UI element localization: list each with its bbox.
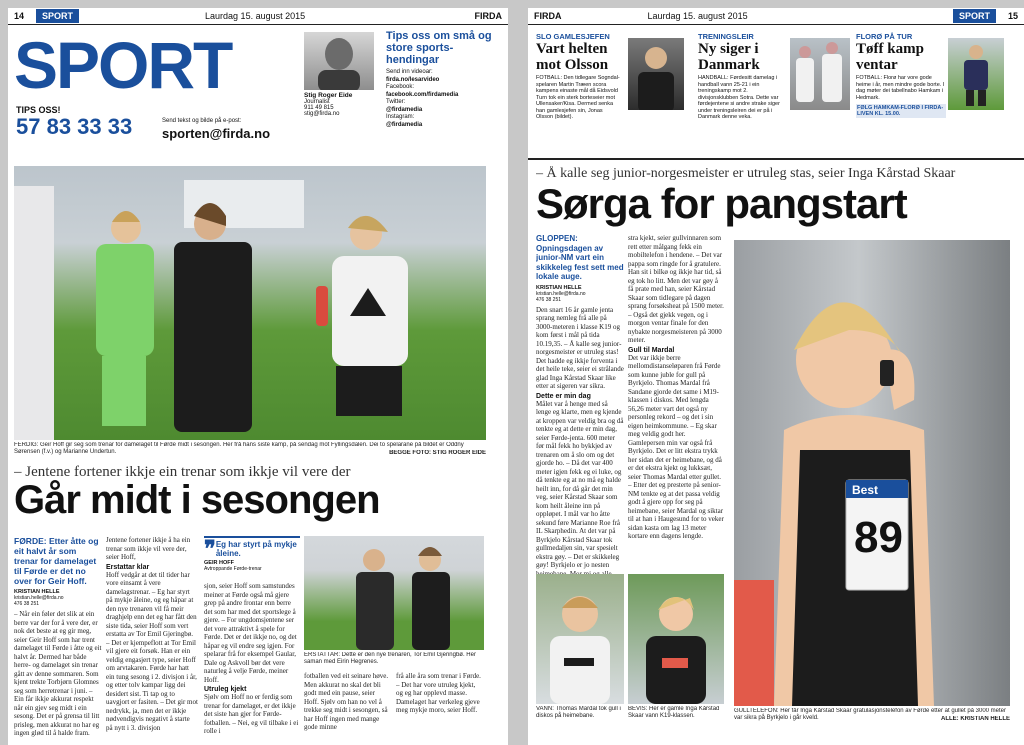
tips-box-line: firda.no/lesarvideo	[386, 76, 440, 83]
teaser-body: FOTBALL: Florø har vore gode heime i år, men mindre gode borte. I dag møter dei tabellnabo Hamkam i Hedmark.	[856, 75, 945, 101]
tips-box-line: Send inn videoar:	[386, 69, 433, 75]
football-player-icon	[948, 38, 1004, 110]
teaser-title: Tøff kamp ventar	[856, 41, 924, 73]
bib-sponsor: Best	[852, 483, 879, 497]
teaser-title: Vart helten mot Olsson	[536, 41, 609, 73]
article-col-2	[106, 536, 198, 745]
journalist-email: stig@firda.no	[304, 111, 340, 117]
byline: KRISTIAN HELLE	[14, 589, 60, 595]
journalist-role: Journalist	[304, 99, 330, 105]
tips-box-line: Twitter:	[386, 99, 406, 105]
col1b-text: Målet var å henge med så lenge eg klarte, men eg kjende at kroppen var veldig bra og då tenkte eg at dette er min dag, seier Førde-jenta. 600 meter før mål fekk ho bykkjed av trenaren om å slo om og det gjorde ho. – Då det var 400 meter igjen fekk eg ei luke, og då tenkte eg at no må eg halde heilt inn, for då går det min veg, seier Kårstad Skaar som kom heilt åleine inn på oppløpet. I mål var ho åtte sekund føre Marianne Roe frå IL Skarphedin. At det var på Byrkjelo Kårstad Skaar tok gullmedaljen sin, var spesielt ekstra gøy. – Det er skikkeleg gøy! Byrkjelo er jo nesten	[536, 399, 624, 569]
tips-box-line: @firdamedia	[386, 106, 423, 113]
byline-phone: 476 38 251	[536, 296, 562, 303]
tips-box-line: Instagram:	[386, 114, 415, 120]
vann-photo-caption: VANN: Thomas Mardal tok gull i diskos på heimebane.	[536, 706, 621, 719]
masthead-title: SPORT	[14, 30, 232, 102]
main-photo-caption: FERDIG: Geir Hoff gir seg som trenar for damelaget til Førde midt i sesongen. Her frå hans siste kamp, på sendag mot Fyllingsdalen. Dei to spelarane på bildet er Oddny Sørensen (f.v.) og Marianne Undertun.	[14, 442, 464, 455]
article-lede: GLOPPEN: Opningsdagen av junior-NM vart ein skikkeleg fest sett med lokale auge.	[536, 234, 624, 281]
coach-photo-caption: ERSTATTAR: Dette er den nye trenaren, Tor Emil Gjeringbø. Her saman med Eirin Hegrenes.	[304, 652, 476, 665]
article-col-2	[628, 234, 724, 574]
page-number: 15	[1007, 11, 1018, 21]
teaser-3-photo	[948, 38, 1004, 110]
main-photo-scene	[14, 166, 486, 440]
journalist-name: Stig Roger Eide	[304, 92, 353, 99]
article-headline: Går midt i sesongen	[14, 478, 380, 522]
handball-players-icon	[790, 38, 850, 110]
teaser-3[interactable]	[856, 32, 946, 152]
tips-box-title: Tips oss om små og store sports-hendingar	[386, 30, 492, 66]
page-date: Laurdag 15. august 2015	[205, 11, 306, 21]
col2b-text: Hoff vedgår at det til tider har vore einsamt å vere damelagstrenar. – Eg har styrt på mykje åleine, og eg håpar at den nye trenaren vil få meir draghjelp enn det eg har fått den siste tida, seier Hoff som vert erstatta av Tor Emil Gjeringbø. – Det er kjempeflott at Tor Emil vil gjere eit forsøk. Han er ein veldig engasjert type, seier Hoff om arvtakaren. Førde har hatt ein tung sesong i 2. divisjon i år, og etter tolv kampar ligg dei desidert sist. Ti tap og to uavgjort er fasiten. – Det gir mot nedrykk, ja, men det er ikkje nødvendigvis negativt å starte på nytt i 3. divisjon	[106, 570, 198, 732]
tips-label: TIPS OSS!	[16, 105, 61, 115]
col3b-text: Sjølv om Hoff no er ferdig som trenar for damelaget, er det ikkje det siste han gjer for Førde-fotballen. – Nei, eg vil tilbake i ei rolle i	[204, 693, 299, 735]
quote-role: Avtroppande Førde-trenar	[204, 566, 262, 572]
subhead-min-dag: Dette er min dag	[536, 392, 591, 400]
article-headline: Sørga for pangstart	[536, 180, 907, 227]
coach-photo-scene	[304, 536, 484, 650]
paper-name: FIRDA	[534, 11, 562, 21]
article-col-1	[536, 234, 624, 602]
journalist-portrait-icon	[304, 32, 374, 90]
tips-phone: 57 83 33 33	[16, 114, 133, 139]
quote-text: Eg har styrt på mykje åleine.	[215, 540, 297, 558]
article-kicker: – Jentene fortener ikkje ein trenar som ikkje vil vere der	[14, 464, 351, 480]
journalist-contact	[304, 92, 384, 117]
coach-portrait-icon	[628, 38, 684, 110]
tips-box	[386, 30, 504, 150]
col2-text: Jentene fortener ikkje å ha ein trenar som ikkje vil vere der, seier Hoff,	[106, 536, 191, 561]
teaser-body: FOTBALL: Den tidlegare Sogndal-spelaren Martin Træen scora kampens einaste mål då Eidsvold Turn tok ein sterk borteseier mot Ullensaker/Kisa. Dermed senka han gamlesjefen sin, Jonas Olsson (bildet).	[536, 75, 620, 120]
inga-portrait-icon	[628, 574, 724, 704]
main-photo-caption: GULLTELEFON: Her får Inga Kårstad Skaar gratulasjonstelefon av Førde etter at gullet på 3000 meter var sikra på Byrkjelo i går kveld.	[734, 708, 1007, 721]
page-number: 14	[14, 11, 25, 21]
byline-email: kristian.helle@firda.no	[536, 290, 586, 297]
byline-email: kristian.helle@firda.no	[14, 595, 64, 601]
quote-mark-icon: ❞	[204, 536, 216, 561]
teaser-kicker: FLORØ PÅ TUR	[856, 32, 913, 41]
page-date: Laurdag 15. august 2015	[647, 11, 748, 21]
byline-phone: 476 38 251	[14, 601, 40, 607]
byline: KRISTIAN HELLE	[536, 284, 582, 291]
journalist-phone: 911 49 815	[304, 105, 334, 111]
right-page-header	[528, 8, 1024, 25]
teaser-follow: FØLG HAMKAM-FLORØ I FIRDA-LIVEN KL. 15.00.	[856, 104, 946, 118]
bib-number: 89	[854, 513, 903, 562]
col2b-text: Det var ikkje berre mellomdistanseløparen frå Førde som kunne juble for gull på Byrkjelo. Thomas Mardal frå Sandane gjorde det same i M19-klassen i diskos. Med lengda 56,26 meter vart det også ny personleg rekord – og det i sin eigen heimkommune. – Eg skar meg veldig godt her. Gamlepersen min var også frå Byrkjelo. Det er litt ekstra trykk her sidan det er heimebane, og då er det ekstra kjekt og lukksæt, seier Thomas Mardal etter gullet. – Etter det eg presterte på senior-NM tenkte eg at det passa veldig godt å gjere opp for seg på heimebane, seier Mardal og siktar til at han i Haugesund for to veker sidan kasta om lag 13 meter kortare enn dagens lengde.	[628, 353, 724, 540]
col4-text: fotballen ved eit seinare høve. Men akkurat no skal det bli godt med ein pause, seier Hoff. Sjølv om han no vel å trekke seg midt i sesongen, så har Hoff ingen med mange gode minne	[304, 672, 389, 731]
article-col-3	[204, 536, 300, 745]
main-photo	[734, 240, 1010, 706]
subhead-gull-mardal: Gull til Mardal	[628, 346, 675, 354]
teaser-2-photo	[790, 38, 850, 110]
quote-name: GEIR HOFF	[204, 560, 234, 566]
main-photo-credit: ALLE: KRISTIAN HELLE	[941, 716, 1010, 722]
article-kicker: – Å kalle seg junior-norgesmeister er utruleg stas, seier Inga Kårstad Skaar	[536, 166, 956, 181]
coach-photo	[304, 536, 484, 650]
paper-name: FIRDA	[474, 11, 502, 21]
article-col-1	[14, 536, 102, 745]
tips-box-line: Facebook:	[386, 84, 415, 90]
teaser-2[interactable]	[698, 32, 788, 152]
col5-text: frå alle åra som trenar i Førde. – Det har vore utruleg kjekt, og eg har opplevd masse. Damelaget har verkeleg gjeve meg mykje moro, seier Hoff.	[396, 672, 481, 714]
runner-photo-scene	[734, 240, 1010, 706]
teaser-body: HANDBALL: Førdesitt damelag i handball vann 25-21 i ein treningskamp mot 2. divisjonsklubben Sotra. Dette var førdejentene si andre strake siger under treningsleiren dei er på i Danmark denne veka.	[698, 75, 780, 120]
vann-photo	[536, 574, 624, 704]
main-photo	[14, 166, 486, 440]
section-label: SPORT	[36, 9, 79, 23]
bevis-photo	[628, 574, 724, 704]
left-page-header	[8, 8, 508, 25]
tips-box-lines	[386, 69, 504, 129]
thomas-portrait-icon	[536, 574, 624, 704]
section-label: SPORT	[953, 9, 996, 23]
col3-text: sjon, seier Hoff som samstundes meiner at Førde også må gjere grep på andre frontar enn berre det som har med det sportslege å gjere. – For ungdomsjentene ser det vore attraktivt å spele for Førde. Det er det ikkje no, og det håpar eg vil endre seg igjen. For spelarar frå for eksempel Gaular, Dale og Askvoll bør det vere naturleg å velje Førde, meiner Hoff.	[204, 582, 297, 684]
tips-email[interactable]: sporten@firda.no	[162, 126, 271, 141]
subhead-utruleg-kjekt: Utruleg kjekt	[204, 686, 247, 693]
teaser-title: Ny siger i Danmark	[698, 41, 760, 73]
journalist-photo	[304, 32, 374, 90]
teaser-kicker: TRENINGSLEIR	[698, 32, 754, 41]
send-label: Send tekst og bilde på e-post:	[162, 118, 242, 124]
pull-quote	[204, 536, 300, 582]
teaser-1-photo	[628, 38, 684, 110]
col1-text: Den snart 16 år gamle jenta sprang nemleg frå alle på 3000-meteren i klasse K19 og kom først i mål på tida 10.19,35. – Å kalle seg junior-norgesmeister er utruleg stas! Det hadde eg ikkje forventa i det heile teke, seier ei strålande glad Inga Kårstad Skaar like etter at sigeren var sikra.	[536, 305, 624, 390]
main-photo-credit: BEGGE FOTO: STIG ROGER EIDE	[389, 450, 486, 456]
right-page	[528, 8, 1024, 745]
sport-masthead	[14, 30, 294, 106]
tips-box-line: @firdamedia	[386, 121, 423, 128]
subhead-erstattar: Erstattar klar	[106, 563, 150, 571]
article-lede: FØRDE: Etter åtte og eit halvt år som trenar for damelaget til Førde er det no over for Geir Hoff.	[14, 536, 99, 586]
bevis-photo-caption: BEVIS: Her er gamle Inga Kårstad Skaar vann K19-klassen.	[628, 706, 720, 719]
section-divider	[528, 158, 1024, 160]
col1-text: – Når ein føler det slik at ein berre var der for å vere der, er nok det beste at eg gir meg, seier Geir Hoff som har trent damelaget til Førde i åtte og eit halvt år. Dermed har både herre- og damelaget sin trenar gått av denne sommaren. Som kjent trekte Torbjørn Glomnes seg som herretrenar i juni. – Ein får ikkje akkurat respekt når ein gjev seg midt i ein sesong. Det er på grensa til litt prisleg, men akkurat no har eg ingen glød til å halde fram.	[14, 610, 102, 737]
teaser-kicker: SLO GAMLESJEFEN	[536, 32, 610, 41]
tips-box-line: facebook.com/firdamedia	[386, 91, 459, 98]
left-page	[8, 8, 508, 745]
col2-text: stra kjekt, seier gullvinnaren som rett etter målgang fekk ein mobiltelefon i hendene. – Det var pappa som ringde for å gratulere. Han sit i bilkø og ikkje har tid, så eg tok ho litt. Men det var gøy å få prate med han, seier Kårstad Skaar som tidlegare på dagen sprang forsøksheat på 1500 meter. – Også det gjekk vegen, og i morgon ventar finale for den nybakte norgesmeisteren på 3000 meter.	[628, 234, 724, 344]
